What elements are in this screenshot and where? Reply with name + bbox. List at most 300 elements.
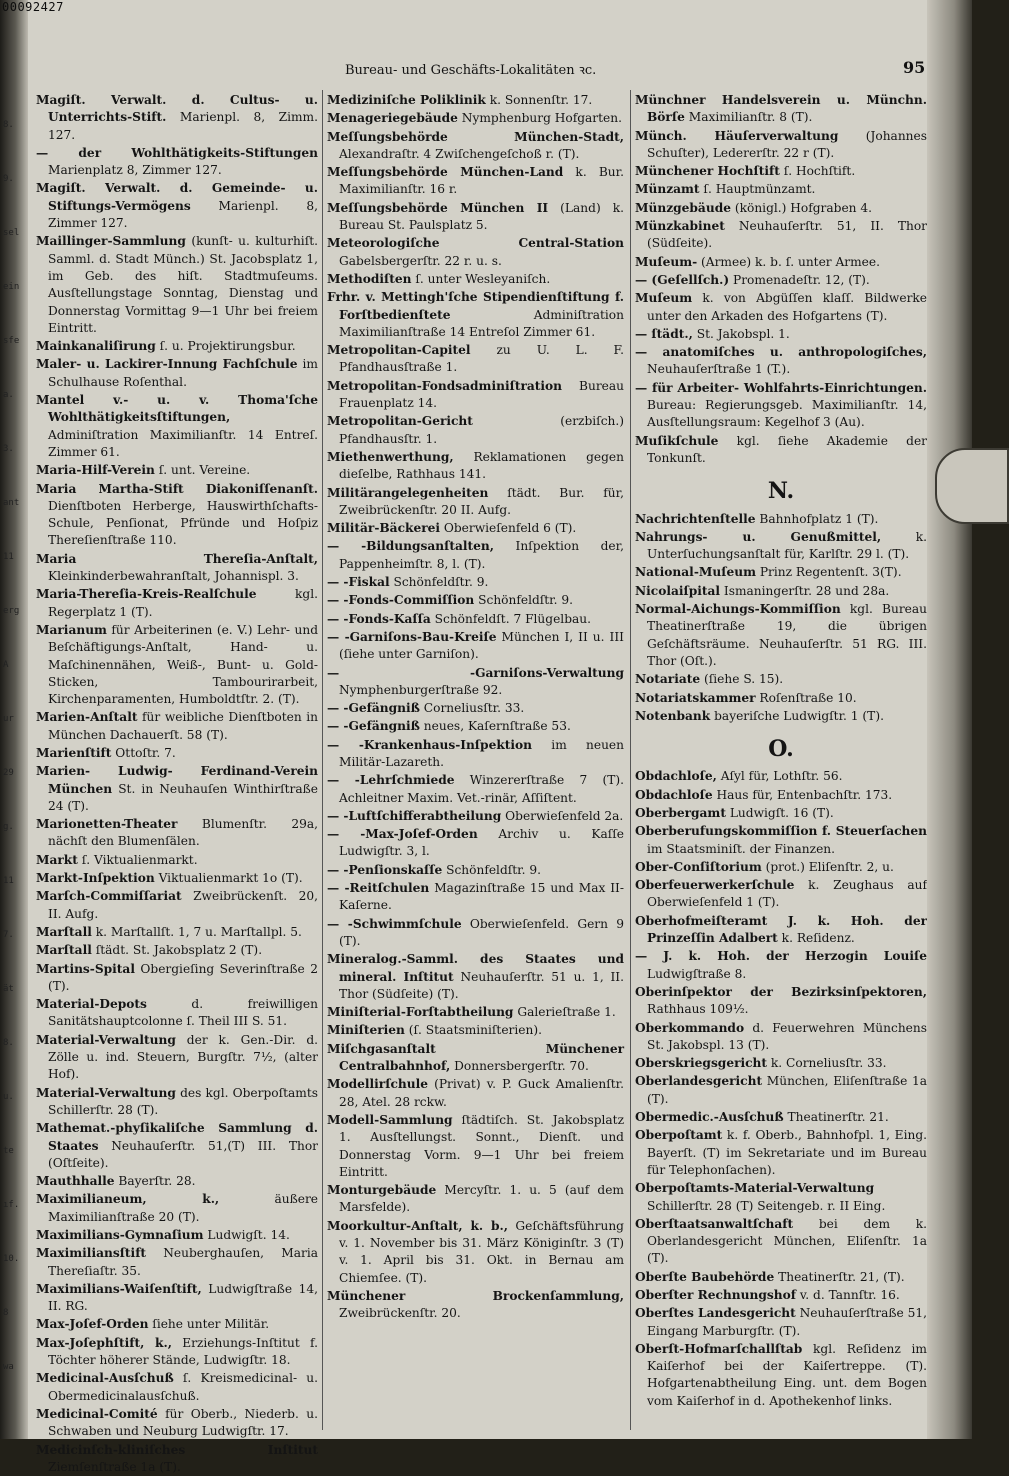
directory-entry	[36, 709, 318, 744]
entry-heading: Obdachloſe,	[635, 769, 717, 784]
entry-heading: Marſtall	[36, 943, 92, 958]
entry-text: Nymphenburgerſtraße 92.	[339, 682, 503, 697]
entry-text: Roſenſtraße 10.	[755, 690, 857, 705]
directory-entry	[635, 1305, 927, 1340]
directory-entry	[635, 859, 927, 876]
entry-heading: Notariate	[635, 672, 701, 687]
entry-heading: Münchener Brockenſammlung,	[327, 1288, 624, 1303]
entry-heading: Münchener Hochſtift	[635, 164, 780, 179]
entry-text: Ludwigſt. 14.	[203, 1228, 290, 1242]
entry-heading: Mauthhalle	[36, 1174, 115, 1189]
directory-entry	[635, 1287, 927, 1304]
entry-text: Bureau: Regierungsgeb. Maximilianſtr. 14, Ausſtellungsraum: Kegelhof 3 (Au).	[647, 398, 927, 430]
entry-heading: Nicolaiſpital	[635, 583, 721, 598]
directory-entry	[635, 768, 927, 785]
entry-text: ſ. u. Projektirungsbur.	[155, 339, 296, 354]
entry-heading: Maximilians-Waiſenſtift,	[36, 1281, 202, 1296]
directory-entry	[635, 290, 927, 325]
directory-entry	[327, 880, 624, 915]
edge-mark: 29	[3, 768, 14, 778]
entry-text: Blumenſtr. 29a, nächſt den Blumenſälen.	[48, 817, 318, 849]
entry-heading: Obermedic.-Ausſchuß	[635, 1110, 784, 1125]
directory-entry	[36, 1191, 318, 1226]
entry-heading: Oberpoſtamts-Material-Verwaltung	[635, 1181, 875, 1196]
entry-heading: Oberberufungskommiſſion f. Steuerſachen	[635, 824, 927, 839]
entry-text: k. Marſtallſt. 1, 7 u. Marſtallpl. 5.	[91, 924, 302, 939]
directory-entry	[635, 529, 927, 564]
directory-entry	[36, 1335, 318, 1370]
entry-text: Neuhauſerſtr. 51 u. 1, II. Thor (Südſeite) (T).	[339, 969, 624, 1001]
directory-entry	[327, 574, 624, 591]
entry-heading: Oberpoſtamt	[635, 1128, 723, 1143]
entry-heading: — der Wohlthätigkeits-Stiftungen	[36, 145, 318, 160]
entry-heading: — für Arbeiter- Wohlfahrts-Einrichtungen.	[635, 380, 927, 395]
entry-text: Marienpl. 8, Zimmer 127.	[48, 198, 318, 231]
entry-heading: — -Lehrſchmiede	[327, 773, 455, 788]
entry-text: ſiehe unter Militär.	[148, 1317, 270, 1332]
entry-heading: Marſch-Commiſſariat	[36, 889, 182, 904]
entry-heading: Münch. Häuſerverwaltung	[635, 128, 839, 143]
entry-text: Geſchäftsführung v. 1. November bis 31. März Königinſtr. 3 (T) v. 1. April bis 31. Okt. in Bernau am Chiemſee. (T).	[339, 1218, 624, 1285]
entry-heading: Notariatskammer	[635, 690, 756, 705]
entry-heading: Münzamt	[635, 182, 700, 197]
directory-entry	[327, 826, 624, 861]
page-number: 95	[903, 58, 926, 77]
entry-heading: Frhr. v. Mettingh'ſche Stipendienſtiftung f. Forſtbedienſtete	[327, 290, 624, 322]
entry-heading: Miniſterien	[327, 1023, 405, 1038]
entry-heading: Oberſter Rechnungshof	[635, 1288, 796, 1302]
entry-heading: Münzgebäude	[635, 200, 731, 215]
entry-text: der k. Gen.-Dir. d. Zölle u. ind. Steuern, Burgſtr. 7½, (alter Hof).	[48, 1032, 318, 1082]
directory-entry	[36, 1406, 318, 1441]
entry-text: München, Eliſenſtraße 1a (T).	[647, 1074, 927, 1106]
entry-text: St. Jakobspl. 1.	[692, 326, 790, 341]
directory-entry	[327, 289, 624, 341]
entry-heading: — -Fonds-Kaſſa	[327, 611, 431, 626]
directory-entry	[327, 1288, 624, 1323]
entry-heading: Oberfeuerwerkerſchule	[635, 878, 795, 893]
entry-text: v. d. Tannſtr. 16.	[795, 1288, 900, 1302]
directory-entry	[327, 862, 624, 879]
entry-heading: Medicinſch-kliniſches Inſtitut	[36, 1442, 318, 1457]
entry-text: (ſiehe S. 15).	[700, 672, 784, 687]
entry-text: Zweibrückenſt. 20, II. Aufg.	[48, 889, 318, 921]
entry-text: Reklamationen gegen dieſelbe, Rathhaus 141.	[339, 449, 624, 482]
entry-text: Prinz Regentenſt. 3(T).	[755, 565, 902, 580]
entry-text: ſ. Hochſtift.	[779, 164, 856, 179]
entry-text: Neuhauſerſtr. 51, II. Thor (Südſeite).	[647, 219, 927, 251]
entry-heading: Maximilians-Gymnaſium	[36, 1228, 204, 1242]
entry-text: ſtädt. St. Jakobsplatz 2 (T).	[91, 943, 263, 958]
entry-heading: — -Schwimmſchule	[327, 916, 462, 931]
entry-text: ſtädt. Bur. für, Zweibrückenſtr. 20 II. Aufg.	[339, 485, 624, 517]
directory-entry	[36, 392, 318, 461]
entry-heading: — -Fiskal	[327, 575, 390, 590]
entry-text: k. Zeughaus auf Oberwieſenfeld 1 (T).	[647, 878, 927, 910]
entry-text: Marienpl. 8, Zimm. 127.	[48, 110, 318, 142]
directory-entry	[327, 200, 624, 235]
entry-text: äußere Maximilianſtraße 20 (T).	[48, 1192, 318, 1224]
entry-text: Galerieſtraße 1.	[513, 1005, 616, 1020]
entry-heading: Mediziniſche Poliklinik	[327, 93, 486, 107]
directory-entry	[327, 808, 624, 825]
directory-entry	[327, 665, 624, 700]
directory-entry	[635, 181, 927, 198]
directory-entry	[36, 924, 318, 941]
directory-entry	[327, 1182, 624, 1217]
entry-text: Schönfeldſtr. 9.	[442, 862, 542, 877]
directory-entry	[635, 583, 927, 600]
entry-heading: Maria-Hilf-Verein	[36, 463, 155, 478]
entry-text: (Armee) k. b. ſ. unter Armee.	[697, 254, 880, 269]
directory-entry	[635, 948, 927, 983]
entry-text: (Privat) v. P. Guck Amalienſtr. 28, Atel. 28 rckw.	[339, 1077, 624, 1109]
directory-entry	[635, 200, 927, 217]
entry-heading: Medicinal-Comité	[36, 1406, 158, 1421]
section-heading: O.	[768, 736, 794, 763]
entry-heading: Material-Verwaltung	[36, 1032, 176, 1047]
entry-heading: — -Max-Joſef-Orden	[327, 827, 478, 842]
entry-text: ſ. unter Wesleyaniſch.	[411, 271, 551, 286]
edge-mark: ıf.	[3, 1200, 20, 1210]
edge-mark: 9.	[3, 174, 14, 184]
entry-text: Aſyl für, Lothſtr. 56.	[716, 769, 843, 784]
entry-heading: — (Geſellſch.)	[635, 272, 730, 287]
directory-entry	[36, 852, 318, 869]
entry-text: Nymphenburg Hofgarten.	[457, 111, 622, 126]
entry-text: Gabelsbergerſtr. 22 r. u. s.	[339, 253, 502, 268]
entry-heading: Miniſterial-Forſtabtheilung	[327, 1005, 514, 1020]
entry-heading: Maillinger-Sammlung	[36, 234, 186, 249]
entry-text: neues, Kaſernſtraße 53.	[419, 719, 571, 734]
directory-entry	[36, 551, 318, 586]
entry-text: ſ. Hauptmünzamt.	[699, 182, 816, 197]
directory-entry	[635, 344, 927, 379]
entry-text: im Staatsminiſt. der Finanzen.	[647, 841, 836, 856]
directory-entry	[635, 163, 927, 180]
directory-entry	[635, 380, 927, 432]
entry-text: kgl. Bureau Theatinerſtraße 19, die übrigen Geſchäftsräume. Neuhauſerſtr. 51 RG. III. Thor (Oſt.).	[647, 602, 927, 668]
entry-text: Ziemſenſtraße 1a (T).	[48, 1459, 181, 1474]
directory-entry	[327, 611, 624, 628]
entry-text: Adminiſtration Maximilianſtr. 14 Entreſ. Zimmer 61.	[48, 427, 318, 459]
entry-text: k. Unterſuchungsanſtalt für, Karlſtr. 29 l. (T).	[647, 529, 927, 562]
edge-mark: 8	[3, 1308, 9, 1318]
directory-entry	[635, 1109, 927, 1126]
entry-heading: Maximilianeum, k.,	[36, 1192, 220, 1207]
entry-heading: Marien-Anſtalt	[36, 710, 138, 725]
running-head: Bureau- und Geschäfts-Lokalitäten ꝛc.	[345, 63, 597, 78]
directory-entry	[36, 481, 318, 550]
directory-entry	[327, 629, 624, 664]
directory-entry	[635, 1269, 927, 1286]
entry-text: zu U. L. F. Pfandhausſtraße 1.	[339, 343, 624, 375]
entry-heading: — -Gefängniß	[327, 719, 420, 734]
directory-entry	[327, 700, 624, 717]
entry-heading: Oberhofmeiſteramt J. k. Hoh. der Prinzeſſin Adalbert	[635, 913, 927, 946]
directory-entry	[635, 511, 927, 528]
entry-text: Neuhauſerſtraße 1 (T.).	[647, 362, 791, 377]
directory-entry	[635, 254, 927, 271]
directory-entry	[36, 870, 318, 887]
entry-heading: — -Garniſons-Verwaltung	[327, 665, 624, 680]
directory-entry	[327, 1022, 624, 1039]
entry-heading: Markt-Inſpektion	[36, 871, 155, 886]
directory-entry	[327, 737, 624, 772]
directory-entry	[635, 671, 927, 688]
edge-mark: 3.	[3, 444, 14, 454]
entry-text: Winzererſtraße 7 (T). Achleitner Maxim. Vet.-rinär, Aſſiſtent.	[339, 773, 624, 805]
entry-text: Magazinſtraße 15 und Max II-Kaſerne.	[339, 881, 624, 913]
directory-entry	[36, 996, 318, 1031]
entry-text: Ludwigſtraße 14, II. RG.	[48, 1281, 318, 1314]
entry-text: ſtädtiſch. St. Jakobsplatz 1. Ausſtellungst. Sonnt., Dienſt. und Donnerstag Vorm. 9—1 Uhr bei freiem Eintritt.	[339, 1112, 624, 1179]
edge-mark: ur	[3, 714, 14, 724]
entry-heading: Oberinſpektor der Bezirksinſpektoren,	[635, 984, 927, 999]
directory-entry	[635, 1020, 927, 1055]
entry-text: bayeriſche Ludwigſtr. 1 (T).	[710, 708, 884, 723]
directory-entry	[327, 538, 624, 573]
directory-entry	[327, 951, 624, 1003]
directory-entry	[635, 823, 927, 858]
entry-text: k. von Abgüſſen klaſſ. Bildwerke unter den Arkaden des Hofgartens (T).	[647, 291, 927, 323]
entry-heading: Material-Verwaltung	[36, 1085, 176, 1100]
directory-entry	[327, 1076, 624, 1111]
directory-entry	[36, 1032, 318, 1084]
directory-entry	[36, 338, 318, 355]
entry-text: Erziehungs-Inſtitut f. Töchter höherer Stände, Ludwigſtr. 18.	[48, 1335, 318, 1368]
directory-entry	[36, 1227, 318, 1244]
entry-heading: Marien- Ludwig- Ferdinand-Verein München	[36, 764, 318, 796]
directory-entry	[327, 592, 624, 609]
entry-text: d. freiwilligen Sanitätshauptcolonne ſ. Theil III S. 51.	[48, 997, 318, 1029]
entry-text: im neuen Militär-Lazareth.	[339, 737, 624, 769]
entry-heading: Metropolitan-Fondsadminiſtration	[327, 378, 563, 393]
entry-text: (kunſt- u. kulturhiſt. Samml. d. Stadt Münch.) St. Jacobsplatz 1, im Geb. des hiſt. Stadtmuſeums. Ausſtellungstage Sonntag, Dienstag und Donnerstag Vormittag 9—1 Uhr bei freiem Eintritt.	[48, 234, 318, 335]
edge-mark: A	[3, 660, 9, 670]
entry-heading: — -Gefängniß	[327, 701, 420, 716]
entry-heading: Marianum	[36, 622, 107, 637]
directory-entry	[36, 622, 318, 708]
entry-heading: Medicinal-Ausſchuß	[36, 1371, 174, 1386]
entry-heading: Nachrichtenſtelle	[635, 511, 756, 526]
entry-text: k. Sonnenſtr. 17.	[485, 93, 593, 107]
entry-heading: Obdachloſe	[635, 787, 713, 802]
directory-entry	[635, 1341, 927, 1410]
directory-entry	[36, 1281, 318, 1316]
directory-entry	[327, 110, 624, 127]
directory-entry	[635, 601, 927, 670]
entry-text: k. Reſidenz.	[777, 931, 855, 946]
entry-text: Inſpektion der, Pappenheimſtr. 8, l. (T).	[339, 539, 624, 571]
entry-heading: Meteorologiſche Central-Station	[327, 236, 624, 251]
column-left	[36, 92, 318, 1474]
directory-entry	[36, 92, 318, 144]
entry-text: Donnersbergerſtr. 70.	[450, 1059, 589, 1074]
directory-entry	[327, 1041, 624, 1076]
entry-heading: Magiſt. Verwalt. d. Cultus- u. Unterrichts-Stift.	[36, 93, 318, 125]
entry-heading: Militär-Bäckerei	[327, 521, 441, 536]
directory-entry	[635, 1127, 927, 1179]
entry-heading: Modell-Sammlung	[327, 1112, 453, 1127]
entry-heading: Normal-Aichungs-Kommiſſion	[635, 602, 841, 617]
directory-entry	[36, 1316, 318, 1333]
edge-mark: 11	[3, 552, 14, 562]
directory-entry	[327, 1004, 624, 1021]
entry-heading: Martins-Spital	[36, 961, 135, 976]
entry-heading: Metropolitan-Capitel	[327, 343, 471, 358]
entry-text: Ludwigſtraße 8.	[647, 966, 747, 981]
entry-text: Adminiſtration Maximilianſtraße 14 Entreſol Zimmer 61.	[339, 307, 624, 339]
directory-entry	[327, 1112, 624, 1181]
entry-text: ſ. Viktualienmarkt.	[77, 852, 198, 867]
entry-text: Schönfeldſt. 7 Flügelbau.	[430, 611, 591, 626]
edge-mark: 7.	[3, 930, 14, 940]
entry-heading: Münzkabinet	[635, 219, 725, 234]
entry-text: Neuberghauſen, Maria Thereſiaſtr. 35.	[48, 1246, 318, 1278]
directory-entry	[635, 984, 927, 1019]
entry-heading: Monturgebäude	[327, 1183, 437, 1198]
entry-heading: Meſſungsbehörde München-Stadt,	[327, 129, 624, 144]
entry-text: Kleinkinderbewahranſtalt, Johannispl. 3.	[48, 569, 299, 584]
entry-heading: Oberſte Baubehörde	[635, 1269, 775, 1284]
directory-entry	[635, 1216, 927, 1268]
edge-mark: 11	[3, 876, 14, 886]
entry-heading: Ober-Conſiſtorium	[635, 859, 762, 874]
entry-text: für weibliche Dienſtboten in München Dachauerſt. 58 (T).	[48, 710, 318, 742]
entry-heading: Magiſt. Verwalt. d. Gemeinde- u. Stiftungs-Vermögens	[36, 181, 318, 213]
entry-heading: Notenbank	[635, 708, 711, 723]
edge-mark: 8.	[3, 120, 14, 130]
directory-entry	[36, 1442, 318, 1476]
entry-text: für Arbeiterinen (e. V.) Lehr- und Beſchäftigungs-Anſtalt, Hand- u. Maſchinennähen, Weiß-, Bunt- u. Gold-Sticken, Tambourirarbeit, Kirchenparamenten, Humboldtſtr. 2. (T).	[48, 622, 318, 707]
directory-entry	[635, 787, 927, 804]
edge-mark: wa	[3, 1362, 14, 1372]
directory-entry	[327, 772, 624, 807]
entry-heading: Maria Thereſia-Anſtalt,	[36, 551, 318, 566]
edge-mark: u.	[3, 1092, 14, 1102]
entry-heading: Münchner Handelsverein u. Münchn. Börſe	[635, 93, 927, 125]
entry-heading: Markt	[36, 852, 78, 867]
entry-text: (Johannes Schuſter), Ledererſtr. 22 r (T).	[647, 128, 927, 160]
entry-text: (prot.) Eliſenſtr. 2, u.	[761, 859, 894, 874]
directory-entry	[327, 235, 624, 270]
entry-heading: — J. k. Hoh. der Herzogin Louiſe	[635, 949, 927, 964]
directory-entry	[635, 326, 927, 343]
directory-entry	[635, 708, 927, 725]
entry-heading: — -Fonds-Commiſſion	[327, 593, 475, 608]
entry-text: Bahnhofplatz 1 (T).	[755, 511, 879, 526]
entry-heading: — -Krankenhaus-Inſpektion	[327, 737, 533, 752]
entry-heading: Mathemat.-phyſikaliſche Sammlung d. Staates	[36, 1121, 318, 1153]
directory-entry	[327, 413, 624, 448]
edge-mark: ät	[3, 984, 14, 994]
entry-text: St. in Neuhauſen Winthirſtraße 24 (T).	[48, 781, 318, 813]
directory-entry	[327, 520, 624, 537]
column-rule	[322, 90, 323, 1430]
directory-entry	[36, 1085, 318, 1120]
entry-text: Oberwieſenfeld 6 (T).	[440, 521, 577, 536]
entry-heading: Miſchgasanſtalt Münchener Centralbahnhof,	[327, 1041, 624, 1074]
column-rule	[630, 90, 631, 1430]
directory-entry	[635, 877, 927, 912]
entry-text: Neuhauſerſtraße 51, Eingang Marburgſtr. (T).	[647, 1306, 927, 1338]
entry-heading: — -Penſionskaſſe	[327, 862, 443, 877]
entry-text: Oberwieſenfeld. Gern 9 (T).	[339, 916, 624, 948]
entry-text: Theatinerſtr. 21, (T).	[774, 1269, 905, 1284]
edge-mark: sfe	[3, 336, 20, 346]
entry-text: München I, II u. III (ſiehe unter Garniſon).	[339, 629, 624, 662]
edge-mark: erg	[3, 606, 20, 616]
directory-entry	[36, 145, 318, 180]
entry-heading: Muſeum-	[635, 254, 698, 269]
entry-text: Corneliusſtr. 33.	[419, 701, 525, 716]
entry-text: Rathhaus 109½.	[647, 1002, 749, 1017]
entry-heading: Marionetten-Theater	[36, 817, 178, 832]
directory-entry	[635, 913, 927, 948]
directory-entry	[36, 180, 318, 232]
entry-text: Zweibrückenſtr. 20.	[339, 1306, 461, 1321]
directory-entry	[635, 690, 927, 707]
entry-heading: Max-Joſef-Orden	[36, 1317, 149, 1332]
edge-mark: te	[3, 1146, 14, 1156]
entry-text: k. Corneliusſtr. 33.	[767, 1056, 887, 1071]
entry-heading: — anatomiſches u. anthropologiſches,	[635, 345, 927, 360]
entry-heading: Maler- u. Lackirer-Innung Fachſchule	[36, 357, 298, 372]
entry-heading: — -Garniſons-Bau-Kreiſe	[327, 629, 497, 644]
entry-heading: Miethenwerthung,	[327, 449, 454, 464]
entry-text: (königl.) Hofgraben 4.	[730, 200, 873, 215]
entry-text: Oberwieſenfeld 2a.	[501, 808, 624, 823]
entry-text: Ismaningerſtr. 28 und 28a.	[720, 583, 890, 598]
entry-heading: Oberskriegsgericht	[635, 1056, 768, 1071]
entry-heading: — -Bildungsanſtalten,	[327, 539, 494, 554]
edge-mark: sel	[3, 228, 20, 238]
entry-heading: Oberſtaatsanwaltſchaft	[635, 1216, 794, 1231]
edge-mark: ein	[3, 282, 20, 292]
directory-entry	[36, 745, 318, 762]
directory-entry	[36, 1245, 318, 1280]
entry-text: Schönfeldſtr. 9.	[389, 575, 489, 590]
directory-entry	[635, 1073, 927, 1108]
entry-heading: Max-Joſephſtift, k.,	[36, 1335, 172, 1350]
entry-heading: National-Muſeum	[635, 565, 756, 580]
entry-text: k. f. Oberb., Bahnhofpl. 1, Eing. Bayerſt. (T) im Sekretariate und im Bureau für Telephonſachen).	[647, 1128, 927, 1177]
entry-heading: Muſikſchule	[635, 433, 719, 448]
entry-text: Bureau Frauenplatz 14.	[339, 378, 624, 411]
directory-entry	[36, 462, 318, 479]
entry-heading: Menageriegebäude	[327, 111, 458, 126]
directory-entry	[327, 164, 624, 199]
entry-text: Viktualienmarkt 1o (T).	[154, 871, 303, 886]
column-middle	[327, 92, 624, 1432]
directory-entry	[36, 1173, 318, 1190]
entry-heading: Maria-Thereſia-Kreis-Realſchule	[36, 587, 257, 602]
entry-text: Theatinerſtr. 21.	[783, 1110, 889, 1125]
directory-entry	[36, 961, 318, 996]
edge-mark: 10.	[3, 1254, 20, 1264]
entry-text: Neuhauſerſtr. 51,(T) III. Thor (Oſtſeite).	[48, 1138, 318, 1170]
entry-text: des kgl. Oberpoſtamts Schillerſtr. 28 (T).	[48, 1085, 318, 1117]
entry-text: Maximilianſtr. 8 (T).	[684, 110, 813, 125]
entry-text: kgl. ſiehe Akademie der Tonkunſt.	[647, 433, 927, 465]
directory-entry	[327, 342, 624, 377]
entry-heading: Militärangelegenheiten	[327, 485, 489, 500]
entry-heading: Mainkanaliſirung	[36, 339, 156, 354]
directory-entry	[327, 449, 624, 484]
entry-text: kgl. Reſidenz im Kaiſerhof bei der Kaiſertreppe. (T). Hofgartenabtheilung Eing. unt. dem Bogen vom Kaiſerhof in d. Apothekenhof links.	[647, 1341, 927, 1408]
entry-text: Ottoſtr. 7.	[111, 745, 176, 760]
